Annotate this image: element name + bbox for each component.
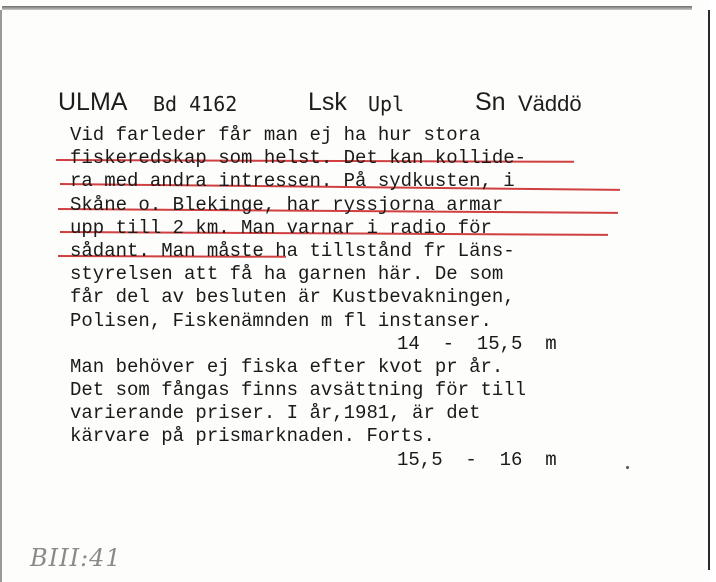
- depth-measure: 14 - 15,5 m: [397, 332, 557, 355]
- text-line: kärvare på prismarknaden. Forts.: [70, 425, 435, 448]
- text-line: ra med andra intressen. På sydkusten, i: [70, 170, 515, 193]
- text-line: varierande priser. I år,1981, är det: [70, 402, 481, 425]
- archive-name: ULMA: [58, 88, 128, 116]
- landscape-label: Lsk: [308, 88, 347, 116]
- text-line: Polisen, Fiskenämnden m fl instanser.: [70, 309, 492, 332]
- parish-value: Väddö: [518, 91, 582, 116]
- text-line: Man behöver ej fiska efter kvot pr år.: [70, 355, 504, 378]
- volume-number: Bd 4162: [153, 92, 238, 116]
- card-header: [0, 88, 716, 122]
- text-line: styrelsen att få ha garnen här. De som: [70, 263, 504, 286]
- text-line: sådant. Man måste ha tillstånd fr Läns-: [70, 239, 515, 262]
- card-top-edge: [2, 6, 692, 10]
- parish-label: Sn: [475, 88, 506, 116]
- pencil-shelfmark: BIII:41: [30, 544, 122, 572]
- text-line: Det som fångas finns avsättning för till: [70, 379, 527, 402]
- text-line: fiskeredskap som helst. Det kan kollide-: [70, 147, 527, 170]
- text-line: får del av besluten är Kustbevakningen,: [70, 286, 515, 309]
- typed-notes: [70, 124, 630, 472]
- text-line: Skåne o. Blekinge, har ryssjorna armar: [70, 193, 504, 216]
- depth-measure: 15,5 - 16 m: [397, 448, 557, 471]
- ink-speck: [626, 466, 629, 469]
- text-line: upp till 2 km. Man varnar i radio för: [70, 216, 492, 239]
- landscape-value: Upl: [368, 92, 405, 116]
- text-line: Vid farleder får man ej ha hur stora: [70, 124, 481, 146]
